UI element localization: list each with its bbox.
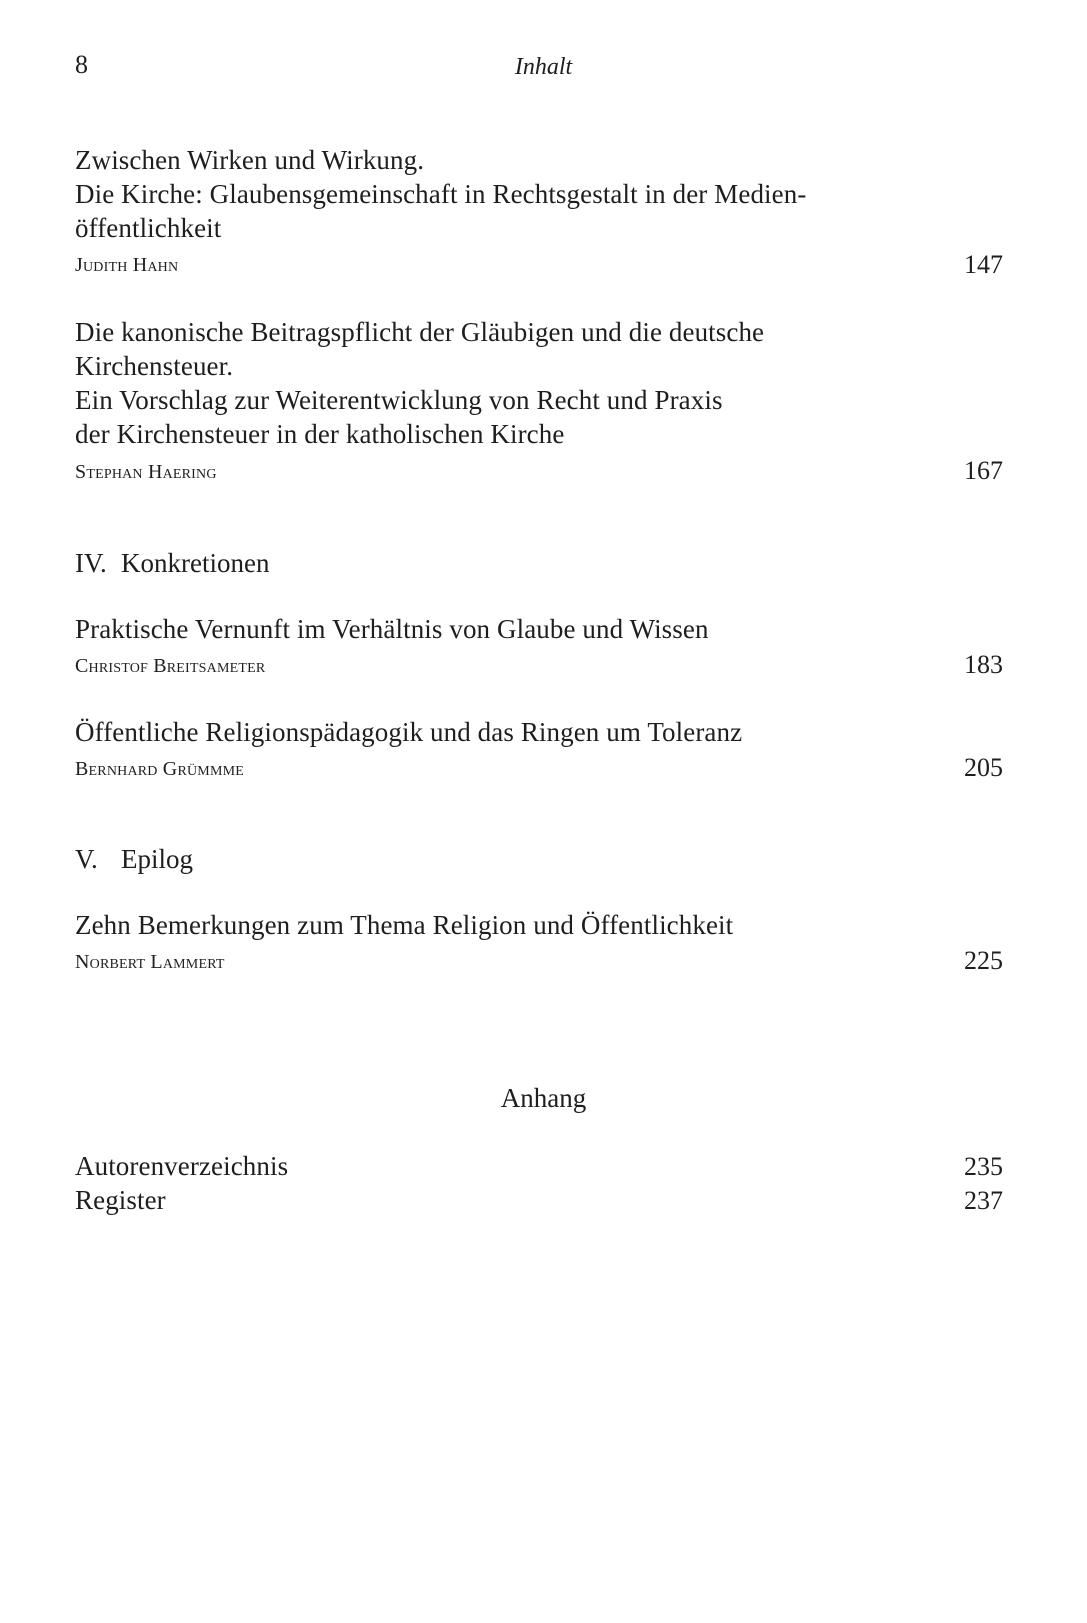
toc-entry-title-line: Ein Vorschlag zur Weiterentwicklung von Recht und Praxis [75, 385, 723, 415]
toc-entry-page: 167 [964, 456, 1003, 485]
toc-entry-author: Stephan Haering [75, 461, 217, 483]
toc-entry-title-line: Kirchensteuer. [75, 351, 234, 381]
appendix-item-page: 237 [964, 1186, 1003, 1215]
page-number: 8 [75, 50, 88, 79]
toc-entry-page: 183 [964, 650, 1003, 679]
section-title: Konkretionen [121, 548, 270, 578]
running-title: Inhalt [514, 54, 573, 80]
toc-entry-author: Norbert Lammert [75, 951, 225, 973]
section-number: IV. [75, 548, 107, 578]
toc-entry-title-line: Zwischen Wirken und Wirkung. [75, 145, 425, 175]
section-number: V. [75, 844, 98, 874]
appendix-heading: Anhang [500, 1083, 587, 1113]
toc-entry-title-line: Öffentliche Religionspädagogik und das Ringen um Toleranz [75, 717, 743, 747]
toc-entry-author: Bernhard Grümmme [75, 758, 244, 780]
toc-entry-title-line: der Kirchensteuer in der katholischen Kirche [75, 419, 565, 449]
section-heading [75, 842, 193, 876]
toc-entry-author: Judith Hahn [75, 254, 179, 276]
appendix-item-label: Register [75, 1185, 166, 1215]
toc-entry-title-line: Zehn Bemerkungen zum Thema Religion und Öffentlichkeit [75, 910, 734, 940]
appendix-item-label: Autorenverzeichnis [75, 1151, 289, 1181]
appendix-item-page: 235 [964, 1152, 1003, 1181]
toc-entry-title-line: Praktische Vernunft im Verhältnis von Glaube und Wissen [75, 614, 709, 644]
toc-entry-title-line: Die Kirche: Glaubensgemeinschaft in Rechtsgestalt in der Medien- [75, 179, 807, 209]
toc-entry-title-line: Die kanonische Beitragspflicht der Gläubigen und die deutsche [75, 317, 765, 347]
toc-entry-page: 147 [964, 250, 1003, 279]
toc-entry-author: Christof Breitsameter [75, 655, 266, 677]
section-title: Epilog [121, 844, 193, 874]
toc-entry-page: 205 [964, 753, 1003, 782]
section-heading [75, 546, 269, 580]
toc-entry-title-line: öffentlichkeit [75, 213, 222, 243]
toc-entry-page: 225 [964, 946, 1003, 975]
